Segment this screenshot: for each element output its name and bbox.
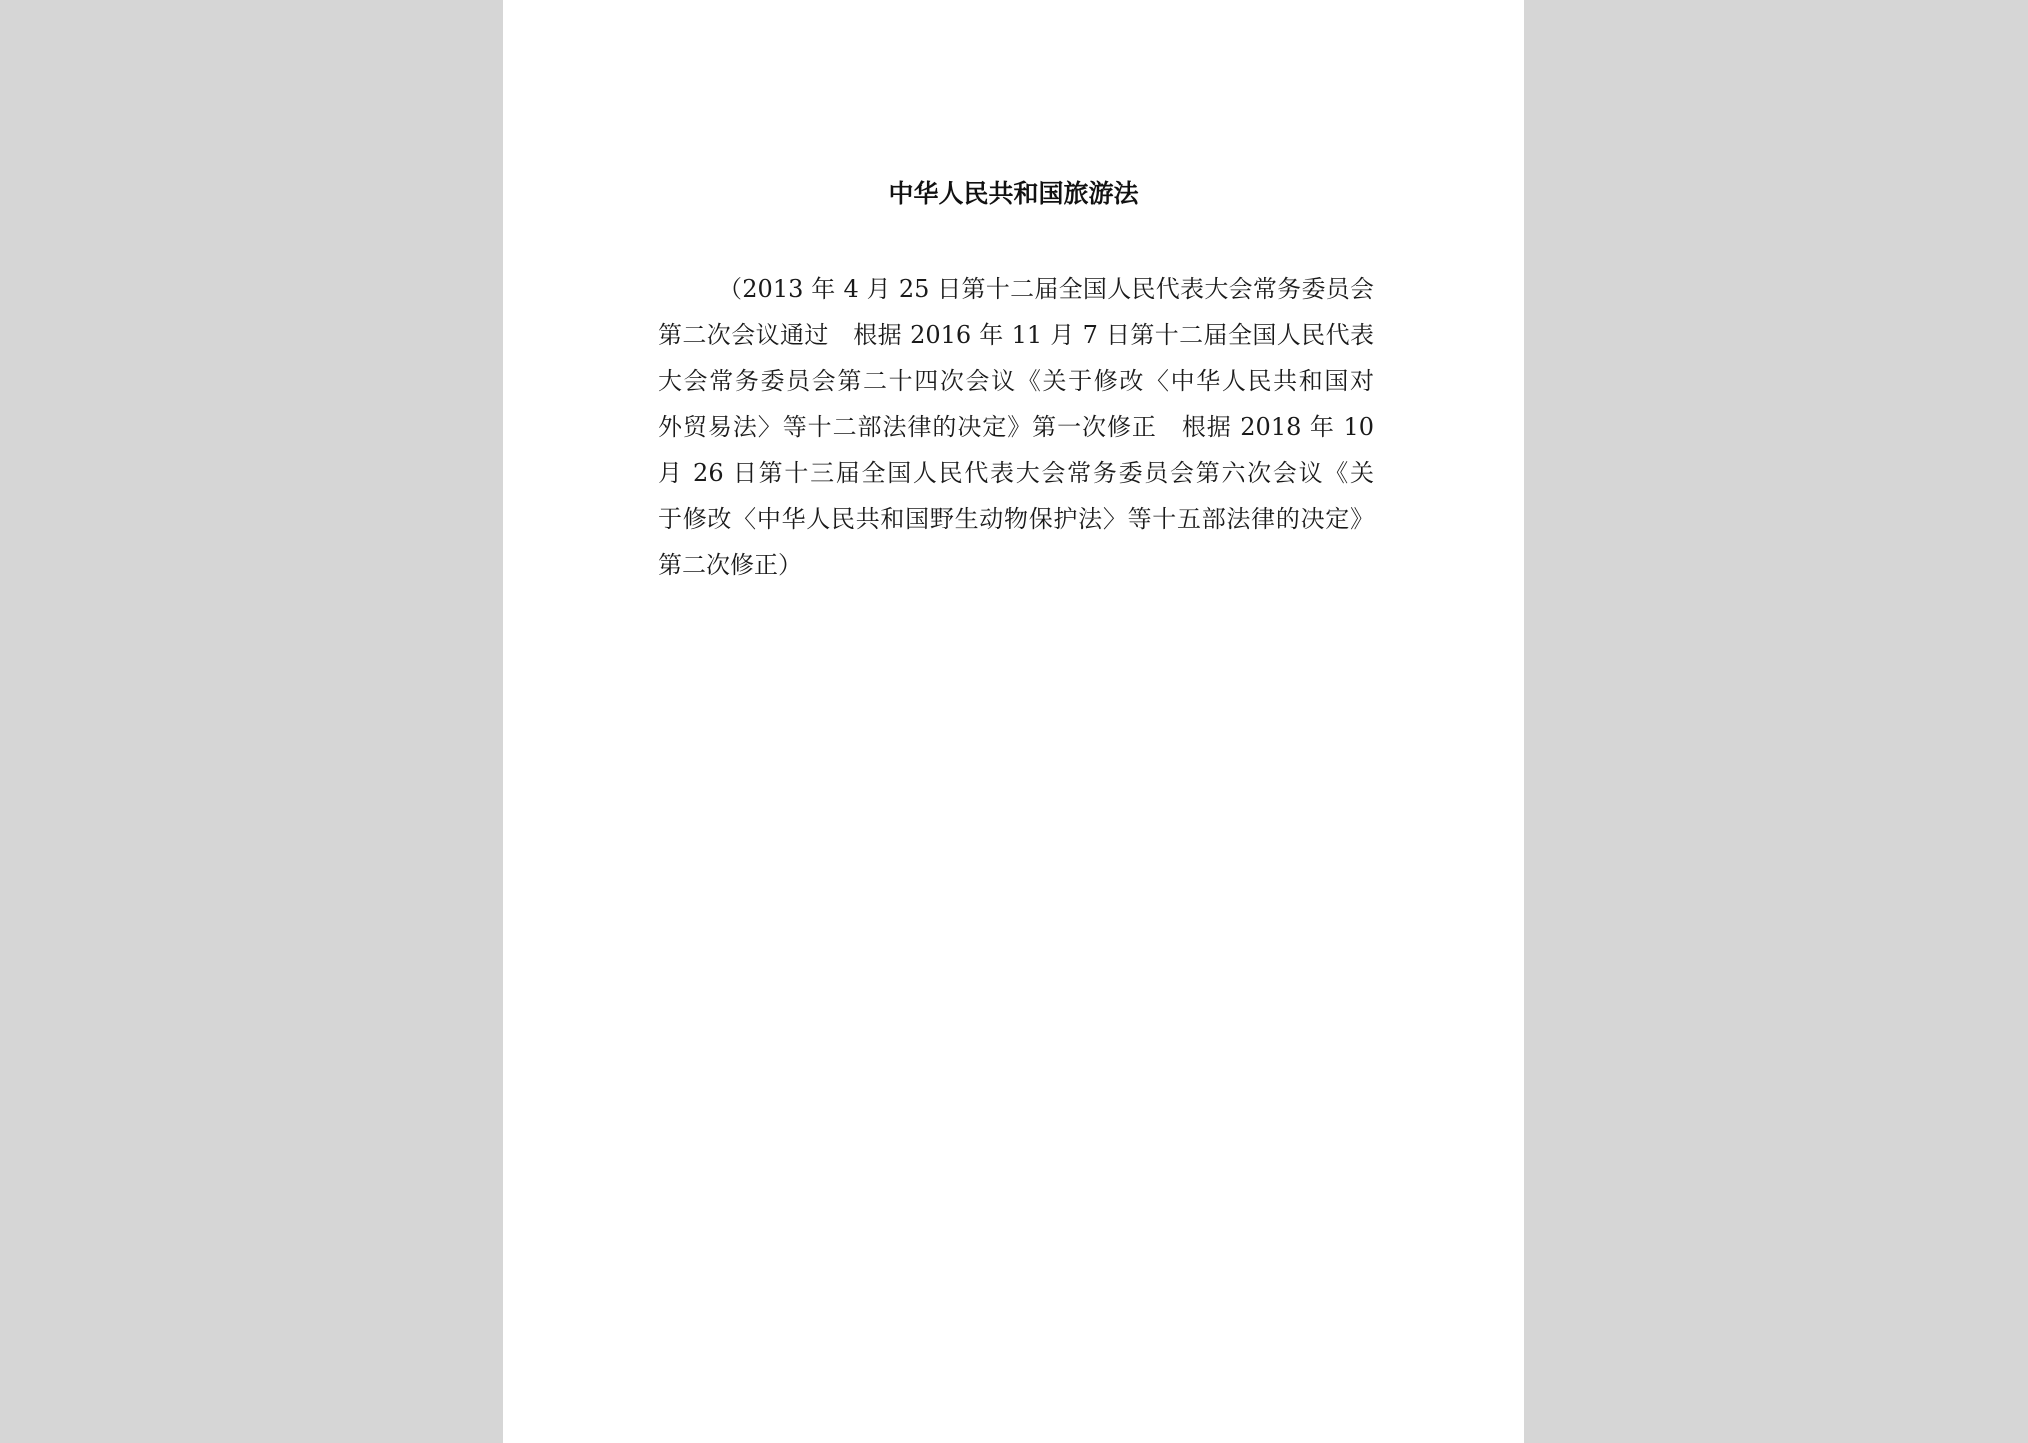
- preamble-line: 第二次会议通过 根据 2016 年 11 月 7 日第十二届全国人民代表: [658, 321, 1374, 349]
- document-title: 中华人民共和国旅游法: [888, 179, 1139, 208]
- document-page: [503, 0, 1524, 1443]
- preamble-line: 外贸易法〉等十二部法律的决定》第一次修正 根据 2018 年 10: [658, 413, 1374, 441]
- preamble-line: （2013 年 4 月 25 日第十二届全国人民代表大会常务委员会: [718, 275, 1374, 303]
- document-preamble: [658, 266, 1374, 588]
- preamble-line: 于修改〈中华人民共和国野生动物保护法〉等十五部法律的决定》: [658, 505, 1374, 533]
- preamble-line: 月 26 日第十三届全国人民代表大会常务委员会第六次会议《关: [658, 459, 1374, 487]
- preamble-line: 第二次修正）: [658, 551, 802, 579]
- preamble-line: 大会常务委员会第二十四次会议《关于修改〈中华人民共和国对: [658, 367, 1374, 395]
